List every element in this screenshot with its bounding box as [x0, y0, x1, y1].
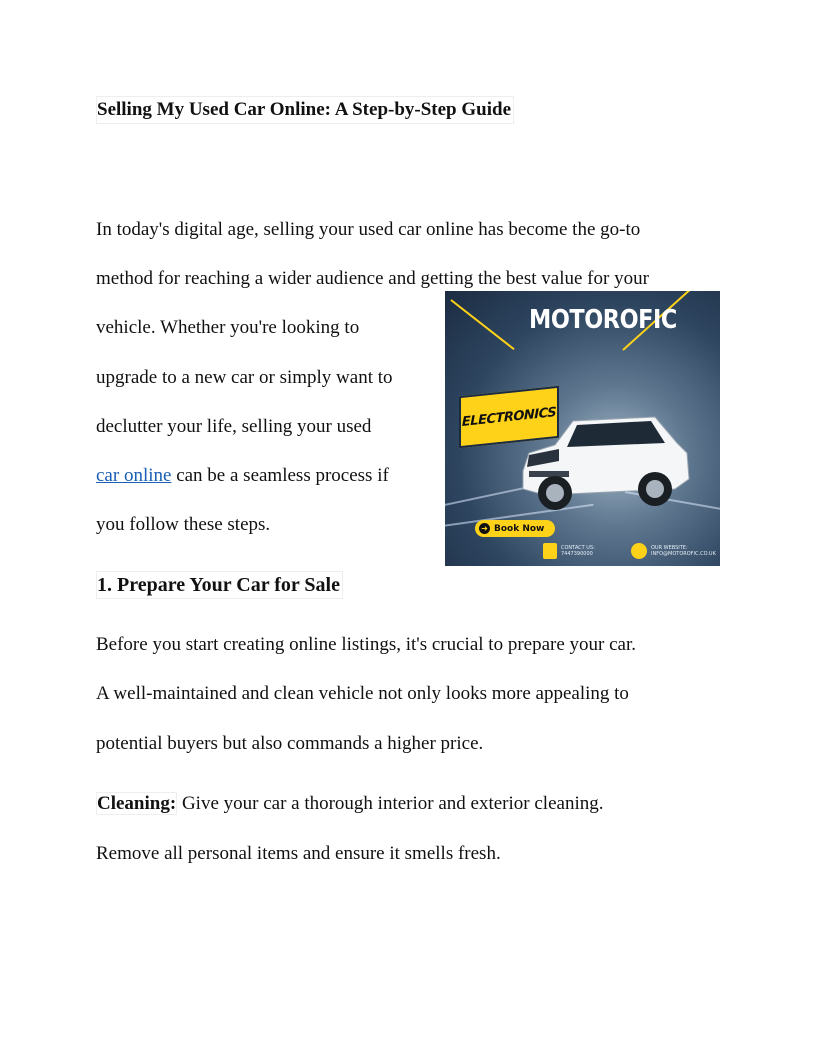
motorofic-ad-image [445, 291, 720, 566]
website-value: INFO@MOTOROFIC.CO.UK [651, 551, 716, 557]
ad-contact [543, 543, 595, 559]
cleaning-line-1 [96, 792, 603, 816]
intro-line-7: you follow these steps. [96, 514, 271, 535]
intro-line-5: declutter your life, selling your used [96, 416, 372, 437]
book-now-button[interactable] [475, 520, 555, 537]
phone-icon [543, 543, 557, 559]
intro-line-6 [96, 464, 389, 488]
ad-website [631, 543, 716, 559]
contact-label: CONTACT US: [561, 545, 595, 551]
section1-line-3: potential buyers but also commands a higher price. [96, 733, 484, 754]
contact-value: 7447390000 [561, 551, 593, 557]
cleaning-line-2: Remove all personal items and ensure it smells fresh. [96, 843, 501, 864]
intro-line-3: vehicle. Whether you're looking to [96, 317, 360, 338]
page-title: Selling My Used Car Online: A Step-by-Step Guide [96, 96, 514, 124]
website-label: OUR WEBSITE: [651, 545, 688, 551]
section1-line-1: Before you start creating online listings, it's crucial to prepare your car. [96, 634, 636, 655]
intro-line-2: method for reaching a wider audience and getting the best value for your [96, 268, 649, 289]
white-suv-image [515, 409, 695, 515]
book-now-label: Book Now [494, 523, 545, 534]
yellow-line-decor [450, 299, 514, 350]
globe-icon [631, 543, 647, 559]
cleaning-label: Cleaning: [97, 793, 177, 814]
intro-line-1: In today's digital age, selling your used car online has become the go-to [96, 219, 641, 240]
electronics-badge-text: ELECTRONICS [461, 404, 557, 430]
ad-brand: MOTOROFIC [529, 305, 677, 335]
intro-line-4: upgrade to a new car or simply want to [96, 367, 393, 388]
intro-line-6-tail: can be a seamless process if [171, 465, 389, 486]
section1-line-2: A well-maintained and clean vehicle not only looks more appealing to [96, 683, 629, 704]
car-online-link[interactable]: car online [96, 465, 172, 486]
cleaning-text: Give your car a thorough interior and exterior cleaning. [177, 793, 604, 814]
arrow-right-icon: ➜ [479, 523, 490, 534]
section-heading-prepare: 1. Prepare Your Car for Sale [96, 571, 343, 599]
